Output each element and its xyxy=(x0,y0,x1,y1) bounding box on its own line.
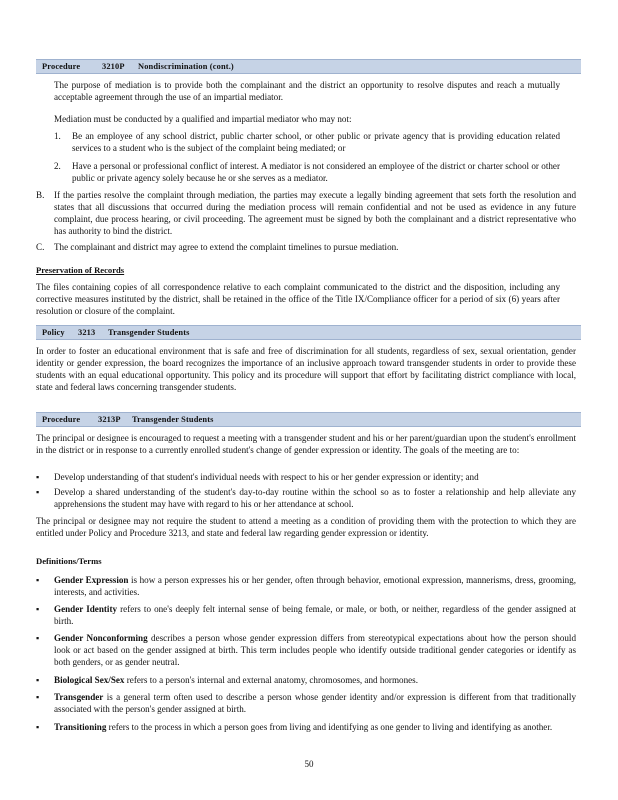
policy-header-3213 xyxy=(36,325,581,340)
header-title: Transgender Students xyxy=(108,328,190,337)
policy-text: In order to foster an educational environment that is safe and free of discrimination for all students, regardless of sex, sexual orientation, gender identity or gender expression, the board recognizes the importance of an inclusive approach toward transgender students in order to provide these students with an equal educational opportunity. This policy and its procedure will support that effort by facilitating district compliance with local, state and federal laws concerning transgender students. xyxy=(36,346,576,392)
procedure-header-3213p xyxy=(36,412,581,427)
goal-item: Develop a shared understanding of the student's day-to-day routine within the school so as to foster a relationship and help alleviate any apprehensions the student may have with regard to his or her attendance at school. xyxy=(54,487,576,509)
mediation-item-number: 2. xyxy=(54,161,61,171)
bullet-icon: ▪ xyxy=(36,472,40,482)
definitions-heading: Definitions/Terms xyxy=(36,556,102,566)
records-text: The files containing copies of all correspondence relative to each complaint communicated to the district and the disposition, including any corrective measures instituted by the district, shall be retained in the office of the Title IX/Compliance officer for a period of six (6) years after resolution or closure of the complaint. xyxy=(36,282,560,316)
procedure-intro: The principal or designee is encouraged to request a meeting with a transgender student and his or her parent/guardian upon the student's enrollment in the district or in response to a currently enrolled student's change of gender expression or identity. The goals of the meeting are to: xyxy=(36,433,576,455)
mediation-purpose: The purpose of mediation is to provide both the complainant and the district an opportunity to resolve disputes and reach a mutually acceptable agreement through the use of an impartial mediator. xyxy=(54,80,560,102)
definition-term: Biological Sex/Sex xyxy=(54,675,125,685)
definition-item xyxy=(54,674,576,686)
definition-item xyxy=(54,574,576,598)
definition-term: Transitioning xyxy=(54,722,107,732)
definition-text: refers to a person's internal and external anatomy, chromosomes, and hormones. xyxy=(126,675,418,685)
header-label: Procedure xyxy=(42,62,81,71)
bullet-icon: ▪ xyxy=(36,692,40,702)
mediation-item: Have a personal or professional conflict of interest. A mediator is not considered an employee of the district or charter school or other public or private agency solely because he or she serves as a mediator. xyxy=(72,161,560,183)
definition-text: is a general term often used to describe a person whose gender identity and/or expression is different from that traditionally associated with the person's gender assigned at birth. xyxy=(54,692,576,714)
header-title: Nondiscrimination (cont.) xyxy=(138,62,234,71)
bullet-icon: ▪ xyxy=(36,575,40,585)
section-b-text: If the parties resolve the complaint through mediation, the parties may execute a legally binding agreement that sets forth the resolution and states that all discussions that occurred during the mediation process will remain confidential and not be used as evidence in any future complaint, due process hearing, or civil proceeding. The agreement must be signed by both the complainant and a district representative who has authority to bind the district. xyxy=(54,190,576,236)
header-code: 3213P xyxy=(98,415,121,424)
definition-text: refers to one's deeply felt internal sense of being female, or male, or both, or neither, regardless of the gender assigned at birth. xyxy=(54,604,576,626)
header-label: Policy xyxy=(42,328,65,337)
definition-term: Gender Nonconforming xyxy=(54,633,148,643)
bullet-icon: ▪ xyxy=(36,604,40,614)
procedure-closing: The principal or designee may not require the student to attend a meeting as a condition of providing them with the protection to which they are entitled under Policy and Procedure 3213, and state and federal law regarding gender expression or identity. xyxy=(36,516,576,538)
definition-text: is how a person expresses his or her gender, often through behavior, emotional expression, mannerisms, dress, grooming, interests, and activities. xyxy=(54,575,576,597)
header-code: 3213 xyxy=(78,328,96,337)
definition-item xyxy=(54,632,576,668)
header-code: 3210P xyxy=(102,62,125,71)
header-title: Transgender Students xyxy=(132,415,214,424)
mediation-item-number: 1. xyxy=(54,131,61,141)
definition-text: describes a person whose gender expression differs from stereotypical expectations about how the person should look or act based on the gender assigned at birth. This term includes people who identify outside traditional gender categories or identify as both genders, or as gender neutral. xyxy=(54,633,576,667)
bullet-icon: ▪ xyxy=(36,722,40,732)
definition-term: Gender Expression xyxy=(54,575,129,585)
header-label: Procedure xyxy=(42,415,81,424)
bullet-icon: ▪ xyxy=(36,675,40,685)
procedure-header-3210p xyxy=(36,59,581,74)
definition-item xyxy=(54,691,576,715)
definition-item xyxy=(54,721,576,733)
bullet-icon: ▪ xyxy=(36,633,40,643)
definition-term: Transgender xyxy=(54,692,104,702)
section-c-text: The complainant and district may agree to extend the complaint timelines to pursue mediation. xyxy=(54,242,399,252)
section-letter: C. xyxy=(36,242,45,252)
definition-text: refers to the process in which a person goes from living and identifying as one gender to living and identifying as another. xyxy=(108,722,553,732)
records-heading: Preservation of Records xyxy=(36,265,125,275)
mediation-item: Be an employee of any school district, public charter school, or other public or private agency that is providing education related services to a student who is the subject of the complaint being mediated; or xyxy=(72,131,560,153)
definition-item xyxy=(54,603,576,627)
mediation-conducted-by: Mediation must be conducted by a qualified and impartial mediator who may not: xyxy=(54,114,352,124)
bullet-icon: ▪ xyxy=(36,487,40,497)
goal-item: Develop understanding of that student's individual needs with respect to his or her gender expression or identity; and xyxy=(54,472,479,482)
section-letter: B. xyxy=(36,190,45,200)
definition-term: Gender Identity xyxy=(54,604,118,614)
page-number: 50 xyxy=(304,759,314,769)
